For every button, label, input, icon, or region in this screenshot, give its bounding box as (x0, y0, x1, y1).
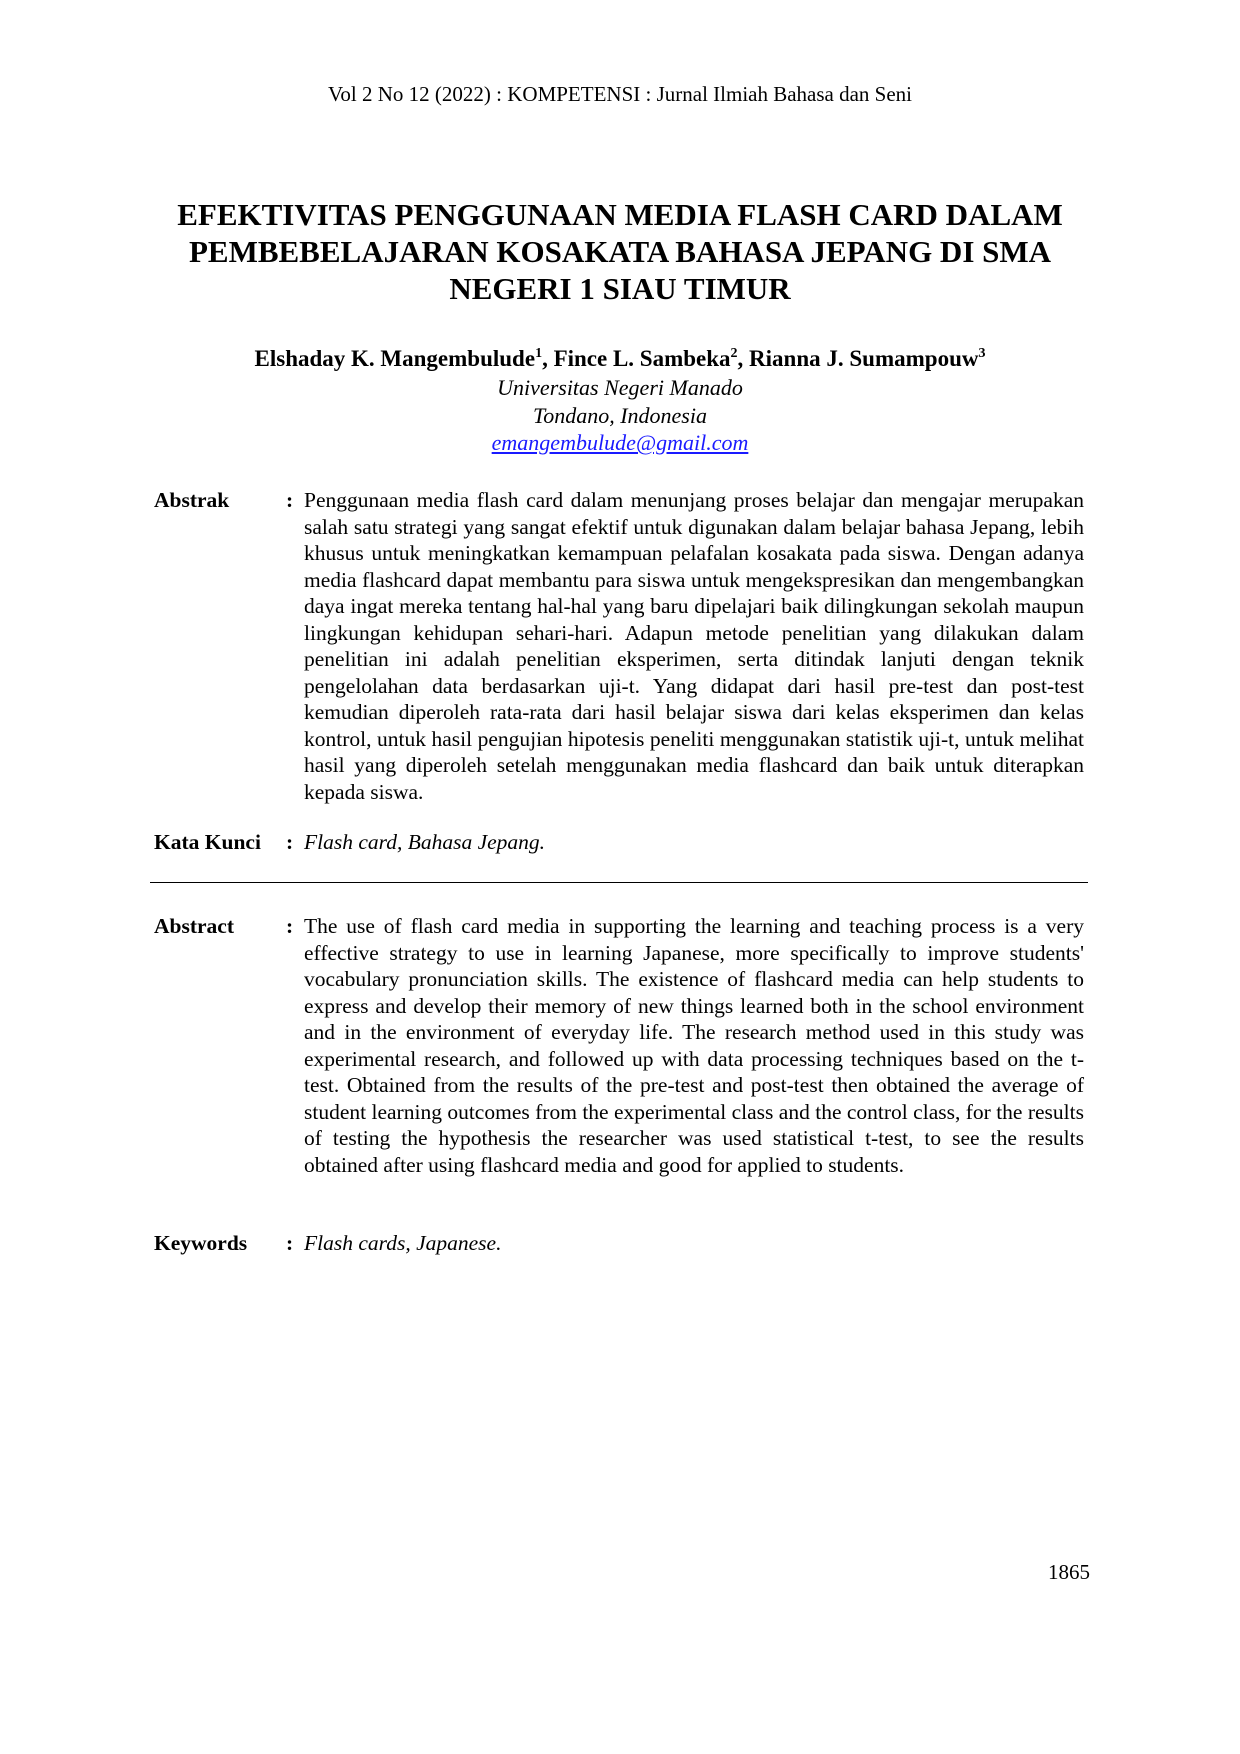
kata-kunci-label: Kata Kunci (154, 830, 261, 854)
author-list (0, 346, 1240, 372)
abstract-label: Abstract (154, 914, 235, 938)
abstract-colon: : (286, 914, 294, 938)
affiliation-institution: Universitas Negeri Manado (497, 375, 743, 400)
author-name: Elshaday K. Mangembulude (254, 346, 536, 371)
author-name: Rianna J. Sumampouw (749, 346, 979, 371)
abstrak-colon: : (286, 488, 294, 512)
paper-title (150, 196, 1090, 307)
abstrak-section (154, 487, 1084, 805)
keywords-label: Keywords (154, 1231, 248, 1255)
title-line: NEGERI 1 SIAU TIMUR (449, 271, 791, 306)
abstrak-text: Penggunaan media flash card dalam menunjang proses belajar dan mengajar merupakan salah satu strategi yang sangat efektif untuk digunakan dalam belajar bahasa Jepang, lebih khusus untuk meningkatkan kemampuan pelafalan kosakata pada siswa. Dengan adanya media flashcard dapat membantu para siswa untuk mengekspresikan dan mengembangkan daya ingat mereka tentang hal-hal yang baru dipelajari baik dilingkungan sekolah maupun lingkungan kehidupan sehari-hari. Adapun metode penelitian yang dilakukan dalam penelitian ini adalah penelitian eksperimen, serta ditindak lanjuti dengan teknik pengelolahan data berdasarkan uji-t. Yang didapat dari hasil pre-test dan post-test kemudian diperoleh rata-rata dari hasil belajar siswa dari kelas eksperimen dan kelas kontrol, untuk hasil pengujian hipotesis peneliti menggunakan statistik uji-t, untuk melihat hasil yang diperoleh setelah menggunakan media flashcard dan baik untuk diterapkan kepada siswa. (304, 488, 1084, 804)
author-affiliation-mark: 1 (535, 346, 543, 361)
kata-kunci-colon: : (286, 830, 294, 854)
title-line: EFEKTIVITAS PENGGUNAAN MEDIA FLASH CARD DALAM (177, 197, 1063, 232)
author-email-link[interactable]: emangembulude@gmail.com (491, 430, 749, 455)
author-affiliation-mark: 3 (978, 346, 986, 361)
page-number: 1865 (1048, 1560, 1090, 1584)
keywords-text: Flash cards, Japanese. (304, 1231, 502, 1255)
author-affiliation-mark: 2 (730, 346, 738, 361)
running-header: Vol 2 No 12 (2022) : KOMPETENSI : Jurnal Ilmiah Bahasa dan Seni (327, 82, 913, 106)
keywords-section (154, 1230, 1084, 1257)
author-separator: , (737, 346, 750, 371)
keywords-colon: : (286, 1231, 294, 1255)
abstract-text: The use of flash card media in supporting the learning and teaching process is a very effective strategy to use in learning Japanese, more specifically to improve students' vocabulary pronunciation skills. The existence of flashcard media can help students to express and develop their memory of new things learned both in the school environment and in the environment of everyday life. The research method used in this study was experimental research, and followed up with data processing techniques based on the t-test. Obtained from the results of the pre-test and post-test then obtained the average of student learning outcomes from the experimental class and the control class, for the results of testing the hypothesis the researcher was used statistical t-test, to see the results obtained after using flashcard media and good for applied to students. (304, 914, 1084, 1177)
kata-kunci-text: Flash card, Bahasa Jepang. (304, 830, 546, 854)
abstrak-label: Abstrak (154, 488, 230, 512)
section-divider (150, 882, 1088, 883)
author-separator: , (542, 346, 554, 371)
abstract-section (154, 913, 1084, 1178)
kata-kunci-section (154, 829, 1084, 856)
affiliation-location: Tondano, Indonesia (533, 403, 707, 428)
author-name: Fince L. Sambeka (553, 346, 731, 371)
affiliation-email-line (0, 430, 1240, 456)
title-line: PEMBEBELAJARAN KOSAKATA BAHASA JEPANG DI SMA (188, 234, 1052, 269)
